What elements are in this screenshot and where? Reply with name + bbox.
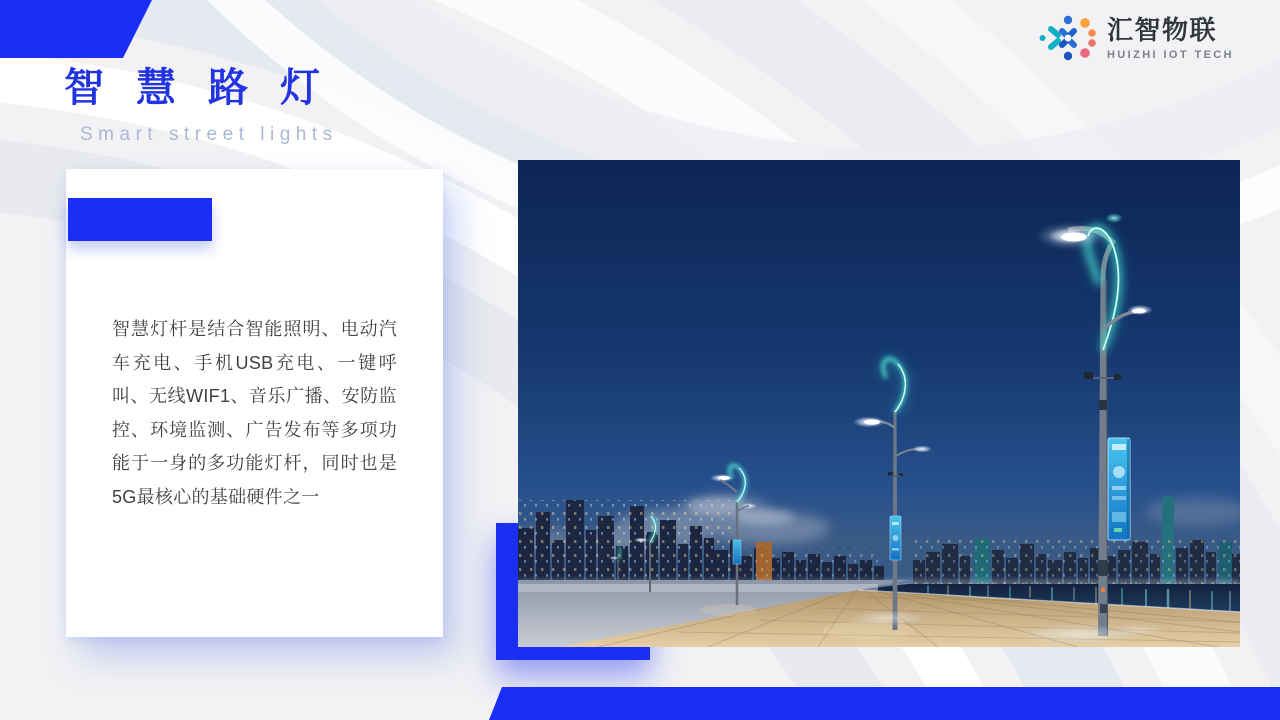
street-lights-photo <box>518 160 1240 647</box>
logo-name: 汇智物联 <box>1106 15 1217 46</box>
description-text: 智慧灯杆是结合智能照明、电动汽车充电、手机USB充电、一键呼叫、无线WIF1、音乐广播、安防监控、环境监测、广告发布等多项功能于一身的多功能灯杆，同时也是5G最核心的基础硬件之一 <box>112 319 397 507</box>
title-block <box>64 66 352 146</box>
network-dots-icon <box>1038 10 1098 66</box>
page-title: 智慧路灯 <box>64 66 352 110</box>
logo-tagline: HUIZHI IOT TECH <box>1106 48 1234 61</box>
company-logo <box>1038 10 1234 66</box>
section-badge <box>68 198 212 241</box>
page-subtitle: Smart street lights <box>80 124 338 145</box>
description-card <box>66 169 443 637</box>
